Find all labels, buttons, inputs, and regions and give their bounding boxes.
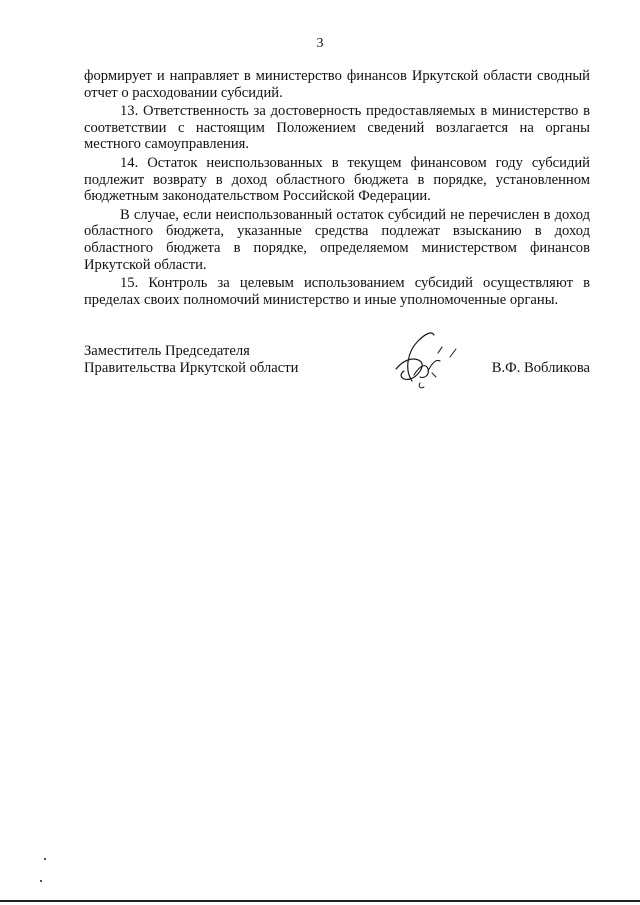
paragraph-14: 14. Остаток неиспользованных в текущем финансовом году субсидий подлежит возврату в доход областного бюджета в порядке, установленном бюджетным законодательством Российской Федерации. [84, 154, 590, 205]
signatory-title [84, 343, 298, 377]
document-body [84, 68, 590, 308]
scan-edge-line [0, 900, 640, 902]
scan-artifact [44, 858, 46, 860]
paragraph-15: 15. Контроль за целевым использованием субсидий осуществляют в пределах своих полномочий министерство и иные уполномоченные органы. [84, 275, 590, 308]
signatory-title-line1: Заместитель Председателя [84, 343, 250, 359]
scan-artifact [40, 880, 42, 882]
paragraph-continuation: формирует и направляет в министерство финансов Иркутской области сводный отчет о расходовании субсидий. [84, 68, 590, 101]
page-number: 3 [316, 36, 324, 51]
paragraph-14-clause: В случае, если неиспользованный остаток субсидий не перечислен в доход областного бюджета, указанные средства подлежат взысканию в доход областного бюджета в порядке, определяемом министерством финансов Иркутской области. [84, 206, 590, 273]
signature-block [84, 343, 590, 403]
paragraph-13: 13. Ответственность за достоверность предоставляемых в министерство в соответствии с настоящим Положением сведений возлагается на органы местного самоуправления. [84, 103, 590, 153]
handwritten-signature [374, 329, 464, 397]
signatory-name: В.Ф. Вобликова [491, 360, 590, 376]
signatory-title-line2: Правительства Иркутской области [84, 360, 299, 376]
